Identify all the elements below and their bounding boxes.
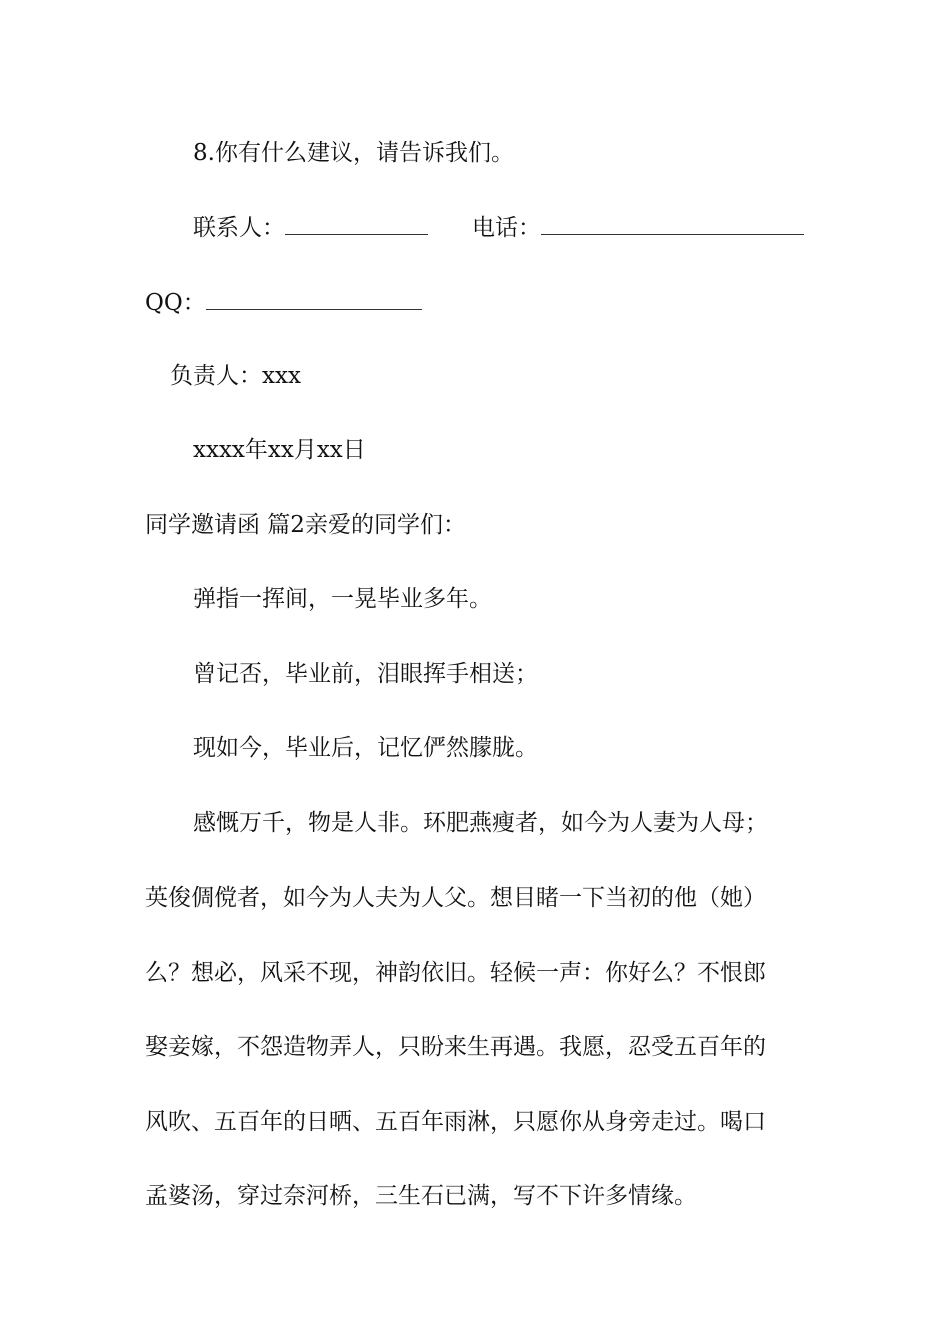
body-line-2: 英俊倜傥者，如今为人夫为人父。想目睹一下当初的他（她） — [145, 885, 766, 911]
qq-blank[interactable] — [206, 287, 422, 310]
body-line-4: 娶妾嫁，不怨造物弄人，只盼来生再遇。我愿，忍受五百年的 — [145, 1034, 766, 1060]
body-line-1: 感慨万千，物是人非。环肥燕瘦者，如今为人妻为人母； — [193, 810, 768, 836]
body-line-3: 么？想必，风采不现，神韵依旧。轻候一声：你好么？不恨郎 — [145, 960, 766, 986]
phone-blank[interactable] — [541, 212, 804, 235]
phone-label: 电话： — [472, 215, 541, 241]
paragraph-1: 弹指一挥间，一晃毕业多年。 — [193, 586, 492, 612]
body-line-5: 风吹、五百年的日晒、五百年雨淋，只愿你从身旁走过。喝口 — [145, 1109, 766, 1135]
qq-label: QQ： — [145, 290, 206, 316]
body-line-6: 孟婆汤，穿过奈河桥，三生石已满，写不下许多情缘。 — [145, 1183, 697, 1209]
contact-label: 联系人： — [193, 215, 285, 241]
date-line: xxxx年xx月xx日 — [193, 437, 366, 463]
invitation-heading: 同学邀请函 篇2亲爱的同学们： — [145, 512, 466, 538]
paragraph-2: 曾记否，毕业前，泪眼挥手相送； — [193, 661, 538, 687]
contact-row — [193, 212, 428, 243]
qq-row — [145, 287, 422, 318]
item-8-text: 8.你有什么建议，请告诉我们。 — [193, 140, 514, 166]
contact-blank[interactable] — [285, 212, 428, 235]
responsible-person: 负责人：xxx — [170, 363, 301, 389]
paragraph-3: 现如今，毕业后，记忆俨然朦胧。 — [193, 735, 538, 761]
phone-row — [472, 212, 804, 243]
